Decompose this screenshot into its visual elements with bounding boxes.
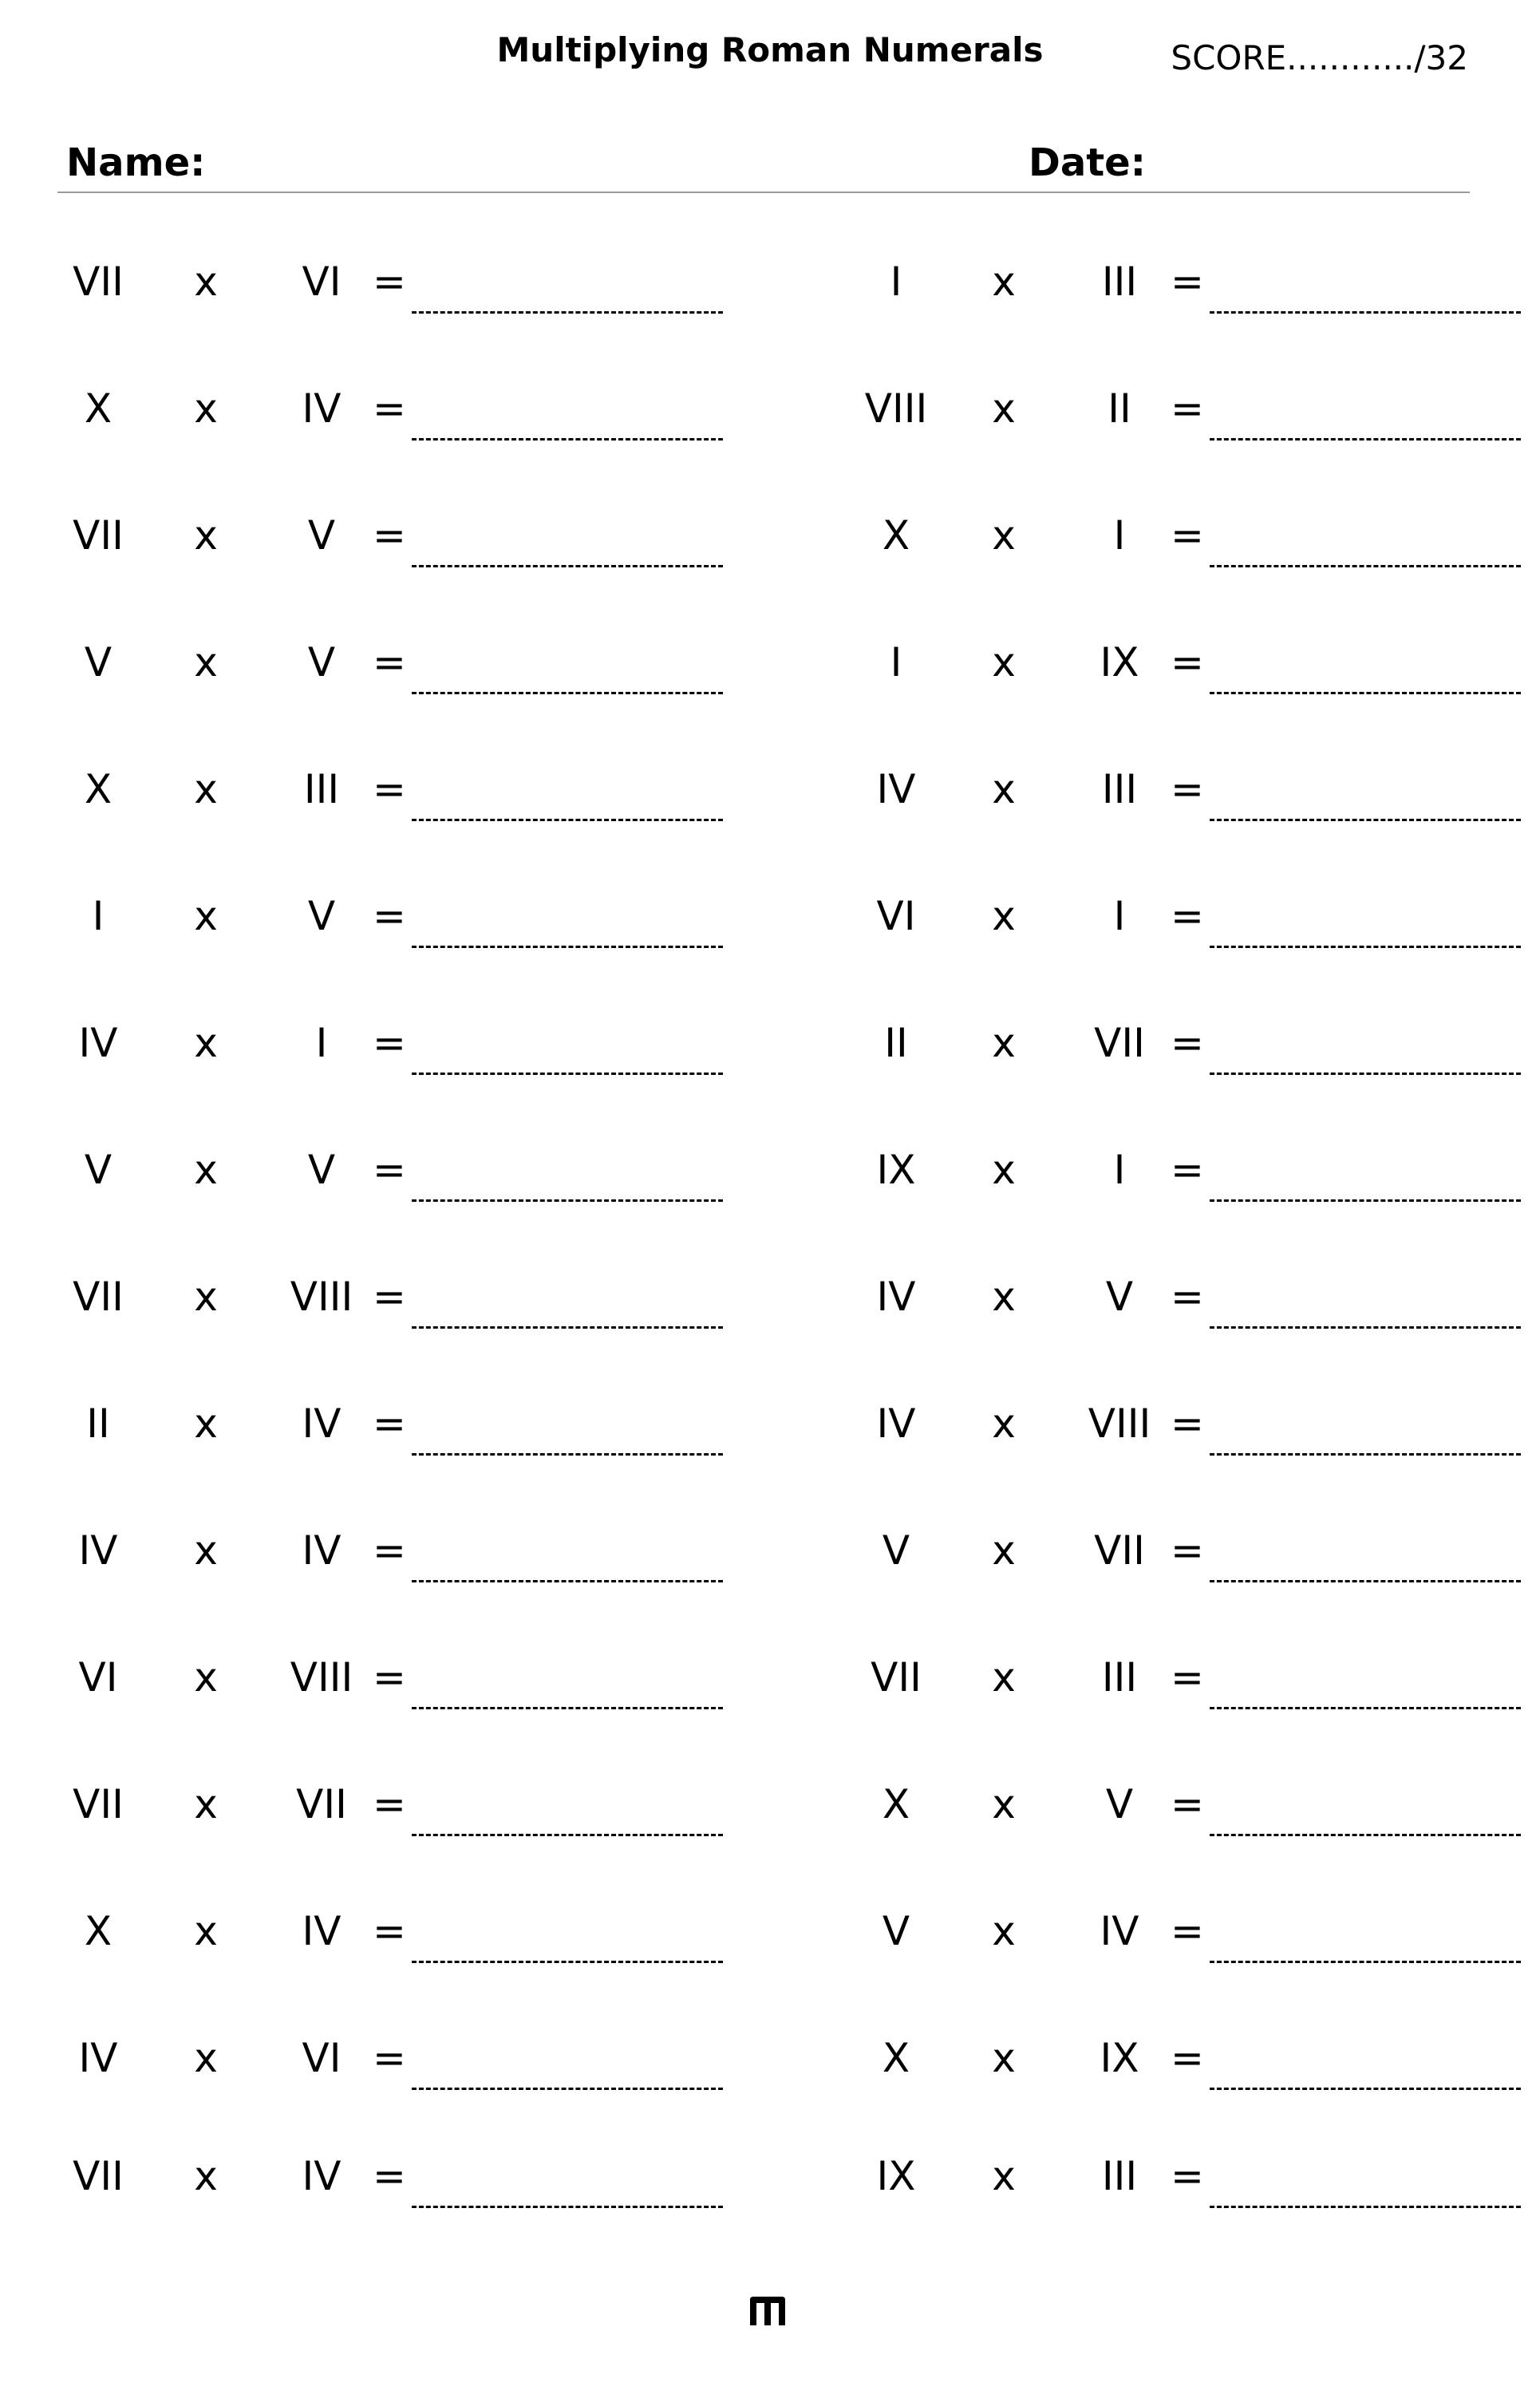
equals-sign: = bbox=[1171, 893, 1204, 939]
equals-sign: = bbox=[1171, 2035, 1204, 2081]
answer-line[interactable] bbox=[1210, 1453, 1521, 1456]
answer-line[interactable] bbox=[1210, 2206, 1521, 2208]
answer-line[interactable] bbox=[412, 946, 723, 948]
problem-row bbox=[856, 259, 1510, 334]
first-numeral: X bbox=[84, 1908, 113, 1954]
equals-sign: = bbox=[1171, 639, 1204, 685]
worksheet-logo-icon bbox=[748, 2295, 787, 2327]
multiply-sign: x bbox=[194, 2153, 218, 2199]
multiply-sign: x bbox=[194, 766, 218, 812]
answer-line[interactable] bbox=[412, 1326, 723, 1329]
first-numeral: V bbox=[84, 1147, 113, 1193]
first-numeral: VII bbox=[73, 259, 124, 305]
second-numeral: IV bbox=[302, 1400, 342, 1447]
answer-line[interactable] bbox=[1210, 565, 1521, 567]
second-numeral: III bbox=[1101, 1654, 1138, 1701]
first-numeral: VII bbox=[73, 1274, 124, 1320]
multiply-sign: x bbox=[194, 1400, 218, 1447]
second-numeral: III bbox=[303, 766, 340, 812]
equals-sign: = bbox=[1171, 1781, 1204, 1827]
first-numeral: VII bbox=[73, 2153, 124, 2199]
multiply-sign: x bbox=[992, 512, 1016, 559]
multiply-sign: x bbox=[992, 2035, 1016, 2081]
worksheet-title: Multiplying Roman Numerals bbox=[496, 30, 1044, 69]
equals-sign: = bbox=[1171, 1147, 1204, 1193]
equals-sign: = bbox=[1171, 1654, 1204, 1701]
problem-row bbox=[58, 1908, 713, 1983]
problem-row bbox=[856, 1527, 1510, 1602]
answer-line[interactable] bbox=[412, 1580, 723, 1582]
answer-line[interactable] bbox=[412, 1961, 723, 1963]
multiply-sign: x bbox=[992, 1908, 1016, 1954]
problem-row bbox=[58, 385, 713, 460]
multiply-sign: x bbox=[992, 766, 1016, 812]
problem-row bbox=[856, 893, 1510, 968]
first-numeral: IV bbox=[78, 1527, 118, 1574]
equals-sign: = bbox=[373, 893, 406, 939]
second-numeral: IV bbox=[302, 1527, 342, 1574]
first-numeral: IV bbox=[78, 1020, 118, 1066]
equals-sign: = bbox=[1171, 512, 1204, 559]
first-numeral: IV bbox=[876, 766, 916, 812]
equals-sign: = bbox=[373, 766, 406, 812]
equals-sign: = bbox=[373, 512, 406, 559]
answer-line[interactable] bbox=[412, 1073, 723, 1075]
equals-sign: = bbox=[1171, 259, 1204, 305]
answer-line[interactable] bbox=[1210, 311, 1521, 314]
equals-sign: = bbox=[1171, 1908, 1204, 1954]
second-numeral: V bbox=[307, 1147, 336, 1193]
first-numeral: VI bbox=[876, 893, 916, 939]
first-numeral: X bbox=[84, 385, 113, 432]
multiply-sign: x bbox=[992, 259, 1016, 305]
multiply-sign: x bbox=[194, 639, 218, 685]
multiply-sign: x bbox=[992, 1274, 1016, 1320]
second-numeral: VI bbox=[302, 259, 342, 305]
second-numeral: II bbox=[1108, 385, 1131, 432]
equals-sign: = bbox=[1171, 2153, 1204, 2199]
first-numeral: I bbox=[92, 893, 105, 939]
answer-line[interactable] bbox=[412, 438, 723, 440]
problem-row bbox=[856, 512, 1510, 587]
multiply-sign: x bbox=[194, 259, 218, 305]
problem-row bbox=[856, 2035, 1510, 2110]
first-numeral: I bbox=[890, 259, 902, 305]
second-numeral: IV bbox=[302, 1908, 342, 1954]
problem-row bbox=[856, 1400, 1510, 1476]
second-numeral: IV bbox=[302, 2153, 342, 2199]
problem-row bbox=[856, 766, 1510, 841]
problem-row bbox=[856, 1274, 1510, 1349]
second-numeral: V bbox=[1105, 1781, 1134, 1827]
multiply-sign: x bbox=[992, 1781, 1016, 1827]
answer-line[interactable] bbox=[1210, 692, 1521, 694]
second-numeral: III bbox=[1101, 766, 1138, 812]
problem-row bbox=[856, 2153, 1510, 2228]
multiply-sign: x bbox=[194, 1908, 218, 1954]
answer-line[interactable] bbox=[1210, 819, 1521, 821]
first-numeral: VII bbox=[73, 1781, 124, 1827]
multiply-sign: x bbox=[194, 1147, 218, 1193]
equals-sign: = bbox=[373, 2035, 406, 2081]
problem-row bbox=[58, 512, 713, 587]
answer-line[interactable] bbox=[412, 2206, 723, 2208]
second-numeral: III bbox=[1101, 259, 1138, 305]
problem-row bbox=[58, 259, 713, 334]
problem-row bbox=[58, 1527, 713, 1602]
answer-line[interactable] bbox=[1210, 1961, 1521, 1963]
second-numeral: I bbox=[1113, 512, 1126, 559]
problem-row bbox=[58, 1400, 713, 1476]
problem-row bbox=[58, 2035, 713, 2110]
second-numeral: VIII bbox=[290, 1274, 353, 1320]
multiply-sign: x bbox=[194, 1781, 218, 1827]
name-label: Name: bbox=[66, 140, 206, 185]
first-numeral: VI bbox=[78, 1654, 118, 1701]
equals-sign: = bbox=[1171, 1400, 1204, 1447]
answer-line[interactable] bbox=[412, 2088, 723, 2090]
answer-line[interactable] bbox=[1210, 2088, 1521, 2090]
answer-line[interactable] bbox=[1210, 438, 1521, 440]
answer-line[interactable] bbox=[412, 1834, 723, 1836]
answer-line[interactable] bbox=[1210, 946, 1521, 948]
first-numeral: IV bbox=[876, 1274, 916, 1320]
first-numeral: V bbox=[882, 1527, 910, 1574]
second-numeral: III bbox=[1101, 2153, 1138, 2199]
equals-sign: = bbox=[373, 1274, 406, 1320]
first-numeral: IX bbox=[876, 1147, 916, 1193]
answer-line[interactable] bbox=[412, 565, 723, 567]
second-numeral: I bbox=[1113, 1147, 1126, 1193]
first-numeral: X bbox=[882, 1781, 910, 1827]
second-numeral: V bbox=[307, 893, 336, 939]
equals-sign: = bbox=[373, 1527, 406, 1574]
multiply-sign: x bbox=[992, 1020, 1016, 1066]
problem-row bbox=[58, 1654, 713, 1729]
multiply-sign: x bbox=[194, 512, 218, 559]
first-numeral: IV bbox=[876, 1400, 916, 1447]
answer-line[interactable] bbox=[412, 1453, 723, 1456]
multiply-sign: x bbox=[194, 385, 218, 432]
equals-sign: = bbox=[373, 1020, 406, 1066]
equals-sign: = bbox=[373, 639, 406, 685]
multiply-sign: x bbox=[194, 1274, 218, 1320]
first-numeral: IX bbox=[876, 2153, 916, 2199]
equals-sign: = bbox=[373, 2153, 406, 2199]
first-numeral: X bbox=[882, 512, 910, 559]
second-numeral: I bbox=[1113, 893, 1126, 939]
problem-row bbox=[58, 1274, 713, 1349]
answer-line[interactable] bbox=[1210, 1073, 1521, 1075]
equals-sign: = bbox=[373, 1147, 406, 1193]
first-numeral: IV bbox=[78, 2035, 118, 2081]
answer-line[interactable] bbox=[412, 1707, 723, 1709]
first-numeral: II bbox=[86, 1400, 110, 1447]
equals-sign: = bbox=[373, 259, 406, 305]
answer-line[interactable] bbox=[412, 819, 723, 821]
answer-line[interactable] bbox=[1210, 1326, 1521, 1329]
second-numeral: VIII bbox=[1088, 1400, 1151, 1447]
problem-row bbox=[58, 639, 713, 714]
first-numeral: X bbox=[882, 2035, 910, 2081]
equals-sign: = bbox=[373, 1908, 406, 1954]
problem-row bbox=[58, 1020, 713, 1095]
multiply-sign: x bbox=[992, 1400, 1016, 1447]
first-numeral: V bbox=[84, 639, 113, 685]
answer-line[interactable] bbox=[412, 1199, 723, 1202]
problem-row bbox=[58, 2153, 713, 2228]
answer-line[interactable] bbox=[1210, 1707, 1521, 1709]
multiply-sign: x bbox=[992, 1147, 1016, 1193]
first-numeral: VII bbox=[871, 1654, 922, 1701]
second-numeral: V bbox=[1105, 1274, 1134, 1320]
first-numeral: VIII bbox=[864, 385, 928, 432]
second-numeral: VIII bbox=[290, 1654, 353, 1701]
first-numeral: I bbox=[890, 639, 902, 685]
equals-sign: = bbox=[1171, 1527, 1204, 1574]
first-numeral: X bbox=[84, 766, 113, 812]
problem-row bbox=[856, 1654, 1510, 1729]
problem-row bbox=[856, 385, 1510, 460]
first-numeral: V bbox=[882, 1908, 910, 1954]
equals-sign: = bbox=[373, 1781, 406, 1827]
second-numeral: VII bbox=[1094, 1020, 1145, 1066]
multiply-sign: x bbox=[992, 2153, 1016, 2199]
multiply-sign: x bbox=[992, 893, 1016, 939]
first-numeral: VII bbox=[73, 512, 124, 559]
multiply-sign: x bbox=[194, 1527, 218, 1574]
equals-sign: = bbox=[1171, 385, 1204, 432]
multiply-sign: x bbox=[194, 2035, 218, 2081]
answer-line[interactable] bbox=[412, 692, 723, 694]
multiply-sign: x bbox=[992, 385, 1016, 432]
problem-row bbox=[856, 1020, 1510, 1095]
answer-line[interactable] bbox=[1210, 1580, 1521, 1582]
first-numeral: II bbox=[884, 1020, 908, 1066]
answer-line[interactable] bbox=[1210, 1199, 1521, 1202]
problem-row bbox=[58, 1147, 713, 1222]
problem-row bbox=[58, 766, 713, 841]
equals-sign: = bbox=[373, 385, 406, 432]
problem-row bbox=[58, 893, 713, 968]
equals-sign: = bbox=[373, 1400, 406, 1447]
second-numeral: VI bbox=[302, 2035, 342, 2081]
score-label: SCORE............/32 bbox=[1171, 38, 1468, 77]
multiply-sign: x bbox=[194, 893, 218, 939]
equals-sign: = bbox=[373, 1654, 406, 1701]
second-numeral: I bbox=[315, 1020, 328, 1066]
equals-sign: = bbox=[1171, 766, 1204, 812]
problem-row bbox=[856, 1781, 1510, 1856]
answer-line[interactable] bbox=[1210, 1834, 1521, 1836]
second-numeral: VII bbox=[1094, 1527, 1145, 1574]
multiply-sign: x bbox=[992, 1527, 1016, 1574]
second-numeral: V bbox=[307, 512, 336, 559]
problem-row bbox=[856, 1908, 1510, 1983]
second-numeral: VII bbox=[296, 1781, 347, 1827]
second-numeral: IX bbox=[1100, 639, 1139, 685]
equals-sign: = bbox=[1171, 1020, 1204, 1066]
multiply-sign: x bbox=[194, 1654, 218, 1701]
second-numeral: IV bbox=[1100, 1908, 1139, 1954]
problem-row bbox=[856, 1147, 1510, 1222]
second-numeral: IV bbox=[302, 385, 342, 432]
multiply-sign: x bbox=[992, 1654, 1016, 1701]
second-numeral: IX bbox=[1100, 2035, 1139, 2081]
multiply-sign: x bbox=[194, 1020, 218, 1066]
equals-sign: = bbox=[1171, 1274, 1204, 1320]
multiply-sign: x bbox=[992, 639, 1016, 685]
problem-row bbox=[856, 639, 1510, 714]
problem-row bbox=[58, 1781, 713, 1856]
second-numeral: V bbox=[307, 639, 336, 685]
answer-line[interactable] bbox=[412, 311, 723, 314]
date-label: Date: bbox=[1029, 140, 1146, 185]
